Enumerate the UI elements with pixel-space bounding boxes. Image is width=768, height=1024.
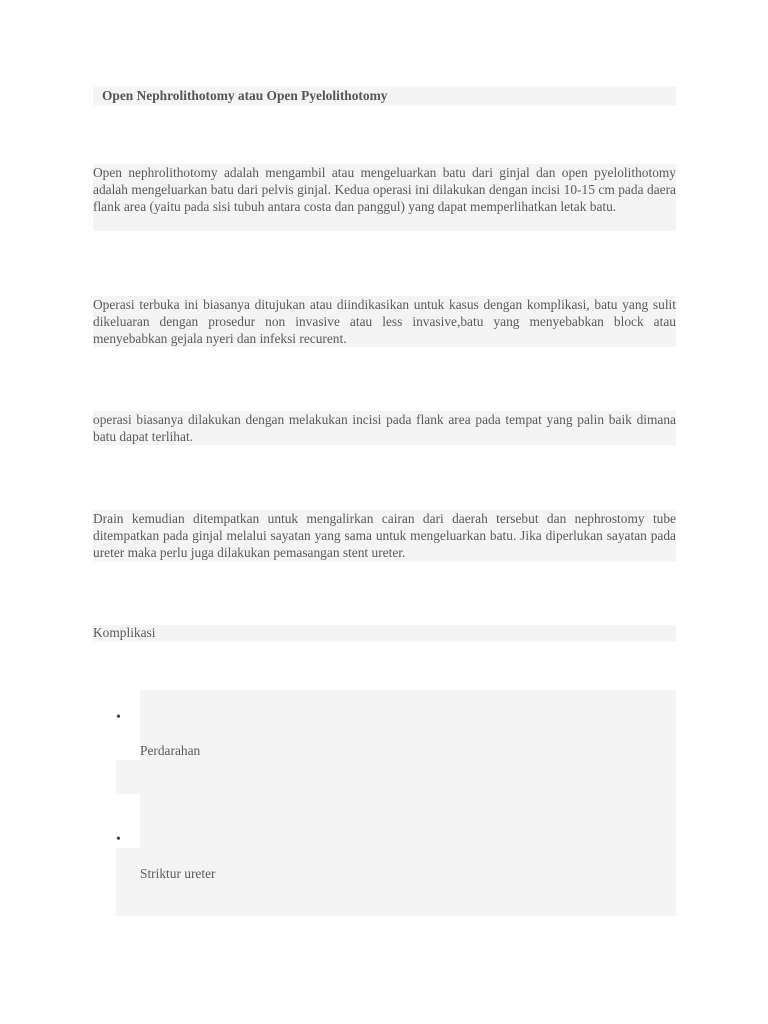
list-shade xyxy=(140,794,676,848)
list-item-label: Striktur ureter xyxy=(140,866,216,881)
bullet-icon: • xyxy=(116,710,121,725)
paragraph-drain: Drain kemudian ditempatkan untuk mengalirkan cairan dari daerah tersebut dan nephrostomy tube ditempatkan pada ginjal melalui sayatan yang sama untuk mengeluarkan batu. Jika diperlukan sayatan pada ureter maka perlu juga dilakukan pemasangan stent ureter. xyxy=(93,511,676,560)
list-shade xyxy=(116,760,676,794)
document-title: Open Nephrolithotomy atau Open Pyelolithotomy xyxy=(93,87,676,105)
list-shade xyxy=(140,690,676,760)
list-item-label: Perdarahan xyxy=(140,743,201,758)
paragraph-procedure: operasi biasanya dilakukan dengan melakukan incisi pada flank area pada tempat yang palin baik dimana batu dapat terlihat. xyxy=(93,412,676,444)
bullet-icon: • xyxy=(116,832,121,847)
list-shade xyxy=(116,848,676,916)
complications-heading: Komplikasi xyxy=(93,625,676,641)
paragraph-definition: Open nephrolithotomy adalah mengambil atau mengeluarkan batu dari ginjal dan open pyelolithotomy adalah mengeluarkan batu dari pelvis ginjal. Kedua operasi ini dilakukan dengan incisi 10-15 cm pada daera flank area (yaitu pada sisi tubuh antara costa dan panggul) yang dapat memperlihatkan letak batu. xyxy=(93,164,676,231)
paragraph-indication: Operasi terbuka ini biasanya ditujukan atau diindikasikan untuk kasus dengan komplikasi, batu yang sulit dikeluaran dengan prosedur non invasive atau less invasive,batu yang menyebabkan block atau menyebabkan gejala nyeri dan infeksi recurent. xyxy=(93,297,676,346)
